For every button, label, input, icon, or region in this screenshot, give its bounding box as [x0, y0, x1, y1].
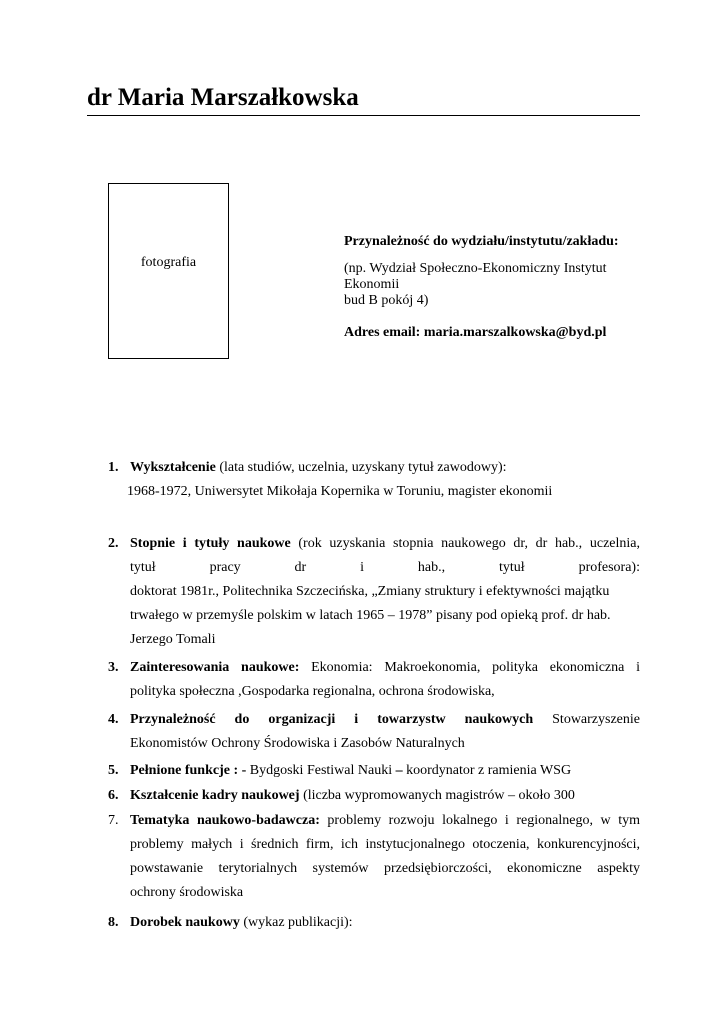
description-word: hab.,	[417, 560, 446, 575]
section-content: problemy rozwoju lokalnego i regionalnego, w tym	[319, 813, 640, 828]
section-content: (liczba wypromowanych magistrów – około 300	[299, 788, 575, 803]
section-description: (wykaz publikacji):	[239, 915, 353, 930]
section-memberships	[108, 708, 640, 756]
section-number: 2.	[108, 536, 119, 551]
section-content: 1968-1972, Uniwersytet Mikołaja Kopernika w Toruniu, magister ekonomii	[127, 484, 553, 499]
section-label: Dorobek naukowy	[130, 915, 240, 930]
section-research-topics	[108, 809, 640, 905]
section-content: Bydgoski Festiwal Nauki	[246, 763, 393, 778]
section-number: 8.	[108, 915, 119, 930]
section-description: (rok uzyskania stopnia naukowego dr, dr hab., uczelnia,	[290, 536, 640, 551]
section-content: polityka społeczna ,Gospodarka regionalna, ochrona środowiska,	[130, 684, 495, 699]
section-label: Zainteresowania naukowe:	[130, 660, 300, 675]
section-content: trwałego w przemyśle polskim w latach 1965 – 1978” pisany pod opieką prof. dr hab.	[130, 608, 611, 623]
section-content: Ekonomia: Makroekonomia, polityka ekonomiczna i	[299, 660, 640, 675]
affiliation-block	[344, 234, 619, 341]
section-content: Ekonomistów Ochrony Środowiska i Zasobów Naturalnych	[130, 736, 465, 751]
title-divider	[87, 115, 640, 116]
section-content: problemy małych i średnich firm, ich instytucjonalnego otoczenia, konkurencyjności,	[130, 837, 640, 852]
description-word: i	[360, 560, 364, 575]
section-label: Kształcenie kadry naukowej	[130, 788, 300, 803]
section-publications	[108, 911, 640, 935]
section-label: Stopnie i tytuły naukowe	[130, 536, 291, 551]
section-content: doktorat 1981r., Politechnika Szczecińska, „Zmiany struktury i efektywności majątku	[130, 584, 610, 599]
affiliation-line: bud B pokój 4)	[344, 293, 429, 308]
description-word: tytuł	[499, 560, 525, 575]
section-content: ochrony środowiska	[130, 885, 244, 900]
description-word: pracy	[209, 560, 241, 575]
section-content: Stowarzyszenie	[533, 712, 640, 727]
page-title: dr Maria Marszałkowska	[87, 84, 359, 111]
affiliation-line: Ekonomii	[344, 277, 400, 292]
section-content: powstawanie terytorialnych systemów przedsiębiorczości, ekonomiczne aspekty	[130, 861, 640, 876]
photo-placeholder	[108, 183, 229, 359]
section-education	[108, 456, 640, 504]
section-number: 1.	[108, 460, 119, 475]
section-label: Wykształcenie	[130, 460, 216, 475]
section-label: Przynależność do organizacji i towarzystw naukowych	[130, 712, 534, 727]
section-number: 7.	[108, 813, 119, 828]
description-word: profesora):	[578, 560, 640, 575]
photo-label: fotografia	[140, 255, 197, 270]
affiliation-heading: Przynależność do wydziału/instytutu/zakładu:	[344, 234, 619, 249]
section-description: (lata studiów, uczelnia, uzyskany tytuł zawodowy):	[215, 460, 507, 475]
section-description-line	[108, 556, 640, 580]
section-number: 5.	[108, 763, 119, 778]
section-content: Jerzego Tomali	[130, 632, 216, 647]
section-degrees	[108, 532, 640, 652]
section-interests	[108, 656, 640, 704]
section-label: Pełnione funkcje : -	[130, 763, 247, 778]
section-supervision	[108, 784, 640, 808]
description-word: tytuł	[130, 560, 156, 575]
section-number: 6.	[108, 788, 119, 803]
section-dash: –	[392, 763, 403, 778]
email-line: Adres email: maria.marszalkowska@byd.pl	[344, 325, 607, 340]
section-functions	[108, 759, 640, 783]
description-word: dr	[294, 560, 307, 575]
section-content: koordynator z ramienia WSG	[402, 763, 572, 778]
affiliation-line: (np. Wydział Społeczno-Ekonomiczny Instytut	[344, 261, 607, 276]
section-label: Tematyka naukowo-badawcza:	[130, 813, 320, 828]
section-number: 3.	[108, 660, 119, 675]
section-number: 4.	[108, 712, 119, 727]
